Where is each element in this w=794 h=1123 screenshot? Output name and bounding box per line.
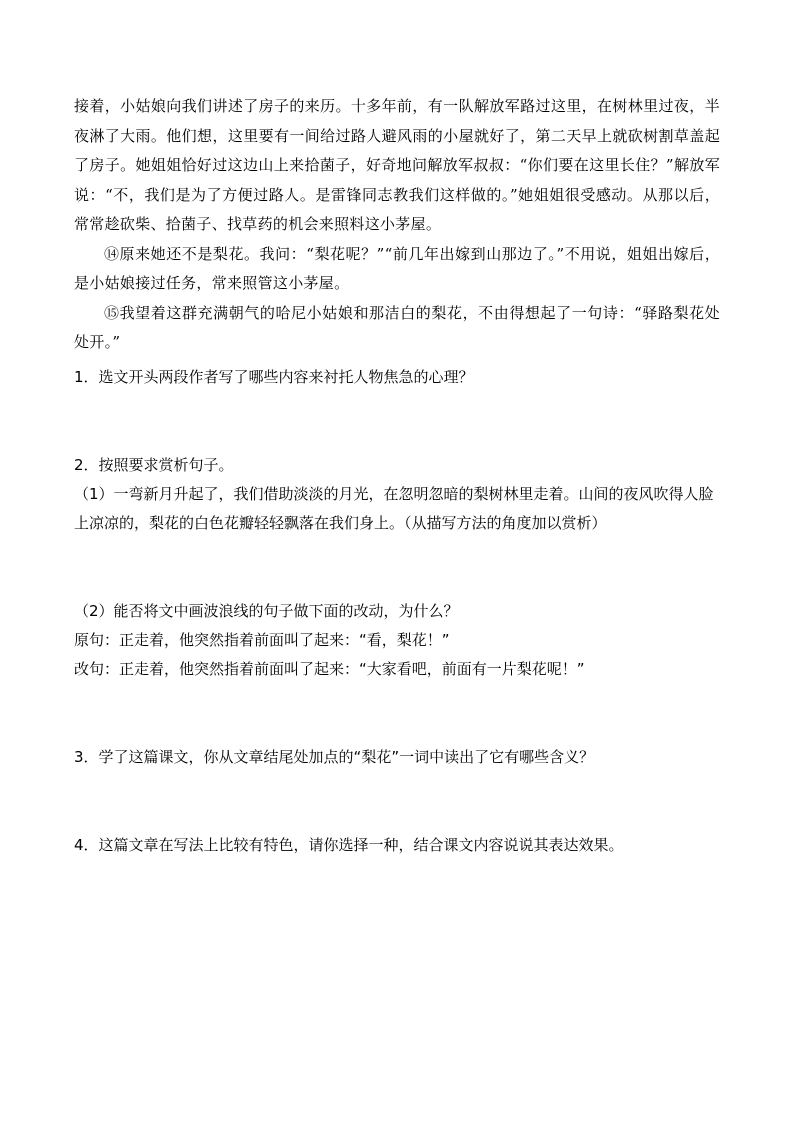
passage-paragraph-1: 接着，小姑娘向我们讲述了房子的来历。十多年前，有一队解放军路过这里，在树林里过夜，半夜淋了大雨。他们想，这里要有一间给过路人避风雨的小屋就好了，第二天早上就砍树割草盖起了房子。她姐姐恰好过这边山上来拾菌子，好奇地问解放军叔叔：“你们要在这里长住？”解放军说：“不，我们是为了方便过路人。是雷锋同志教我们这样做的。”她姐姐很受感动。从那以后，常常趁砍柴、拾菌子、找草药的机会来照料这小茅屋。 [74, 97, 720, 233]
question-3: 3．学了这篇课文，你从文章结尾处加点的“梨花”一词中读出了它有哪些含义？ [74, 747, 595, 766]
worksheet-page [74, 92, 720, 860]
answer-space-1 [74, 392, 720, 451]
question-2-part-2: （2）能否将文中画波浪线的句子做下面的改动，为什么？ [74, 601, 459, 620]
modified-sentence: 改句：正走着，他突然指着前面叫了起来：“大家看吧，前面有一片梨花呢！” [74, 659, 585, 678]
reading-passage [74, 92, 720, 358]
answer-space-2-1 [74, 538, 720, 597]
question-4: 4．这篇文章在写法上比较有特色，请你选择一种，结合课文内容说说其表达效果。 [74, 835, 624, 854]
answer-space-2-2 [74, 684, 720, 743]
passage-paragraph-15: ⑮我望着这群充满朝气的哈尼小姑娘和那洁白的梨花，不由得想起了一句诗：“驿路梨花处处开。” [74, 303, 720, 351]
question-2-part-1: （1）一弯新月升起了，我们借助淡淡的月光，在忽明忽暗的梨树林里走着。山间的夜风吹得人脸上凉凉的，梨花的白色花瓣轻轻飘落在我们身上。（从描写方法的角度加以赏析） [74, 484, 714, 532]
question-section [74, 363, 720, 860]
original-sentence: 原句：正走着，他突然指着前面叫了起来：“看，梨花！” [74, 630, 450, 649]
passage-paragraph-14: ⑭原来她还不是梨花。我问：“梨花呢？”“前几年出嫁到山那边了。”不用说，姐姐出嫁后，是小姑娘接过任务，常来照管这小茅屋。 [74, 244, 720, 292]
answer-space-3 [74, 772, 720, 831]
question-1: 1．选文开头两段作者写了哪些内容来衬托人物焦急的心理？ [74, 367, 474, 386]
question-2: 2．按照要求赏析句子。 [74, 455, 234, 474]
